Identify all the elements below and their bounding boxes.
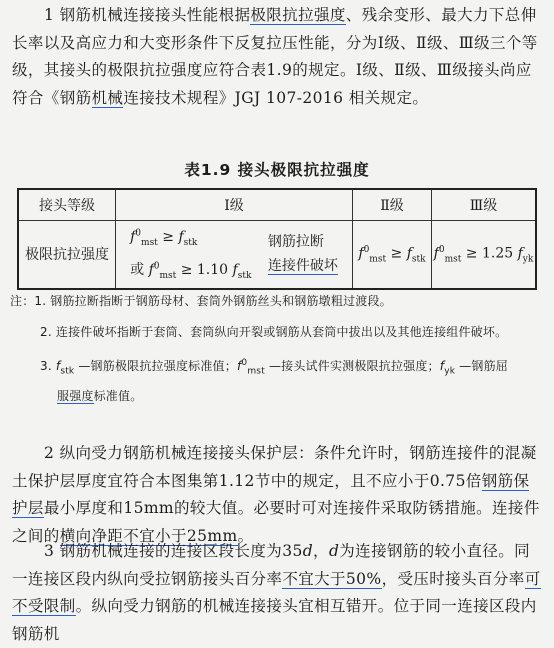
row-label: 极限抗拉强度 bbox=[18, 221, 116, 289]
failure-mode: 连接件破坏 bbox=[267, 258, 338, 275]
formula-line: $f^0_{mst} \ge f_{stk}$ bbox=[130, 228, 198, 248]
header-joint-grade: 接头等级 bbox=[18, 189, 116, 221]
formula-line: 或 $f^0_{mst} \ge 1.10$ $f_{stk}$ bbox=[130, 261, 252, 281]
text-run: ， bbox=[313, 542, 329, 560]
underlined-text: 钢筋保护层 bbox=[12, 471, 530, 517]
note-3-continuation: 服强度标准值。 bbox=[57, 389, 143, 404]
text-run: 2 纵向受力钢筋机械连接接头保护层：条件允许时，钢筋连接件的混凝土保护层厚度宜符合本图集第1.12节中的规定，且不应小于0.75倍 bbox=[12, 444, 537, 490]
text-run: ，受压时接头百分率 bbox=[381, 569, 525, 588]
header-grade-2: Ⅱ级 bbox=[353, 189, 432, 221]
underlined-text: 不宜大于50% bbox=[282, 569, 382, 588]
note-3: 3. $f_{stk}$ —钢筋极限抗拉强度标准值；$f^0_{mst}$ —接头试件实测极限抗拉强度；$f_{yk}$ —钢筋屈 服强度标准值。 bbox=[10, 355, 545, 405]
paragraph-connection-zone bbox=[12, 538, 542, 648]
table-title: 表1.9 接头极限抗拉强度 bbox=[184, 161, 370, 179]
strength-table bbox=[17, 188, 537, 290]
underlined-text: 机械 bbox=[91, 88, 124, 107]
note-1: 注：1. 钢筋拉断指断于钢筋母材、套筒外钢筋丝头和钢筋墩粗过渡段。 bbox=[10, 294, 392, 308]
header-grade-1: Ⅰ级 bbox=[116, 189, 353, 221]
text-run: 、残余变形、最大力下总伸长率以及高应力和大变形条件下反复拉压性能，分为Ⅰ级、Ⅱ级、Ⅲ级三个等级，其接头的极限抗拉强度应符合表1.9的规定。Ⅰ级、Ⅱ级、Ⅲ级接头尚应符合《钢筋 bbox=[12, 6, 538, 107]
grade-1-cell bbox=[116, 221, 353, 289]
text-run: 1 钢筋机械连接接头性能根据 bbox=[44, 6, 251, 24]
text-run: 。纵向受力钢筋的机械连接接头宜相互错开。位于同一连接区段内钢筋机 bbox=[12, 597, 537, 643]
grade-1-failure-modes bbox=[268, 230, 338, 278]
underlined-text: 横向净距不宜小于25mm bbox=[59, 526, 238, 545]
grade-3-cell: $f^0_{mst} \ge 1.25$ $f_{yk}$ bbox=[432, 221, 537, 289]
text-run: 。 bbox=[237, 526, 254, 545]
text-run: 为连接钢筋的较小直径。同一连接区段内纵向受拉钢筋接头百分率 bbox=[12, 542, 531, 588]
paragraph-protective-layer bbox=[12, 440, 542, 550]
paragraph-grade-performance bbox=[12, 2, 542, 112]
header-grade-3: Ⅲ级 bbox=[432, 189, 537, 221]
text-run: d bbox=[302, 542, 314, 560]
note-2: 2. 连接件破坏指断于套筒、套筒纵向开裂或钢筋从套筒中拔出以及其他连接组件破坏。 bbox=[40, 325, 508, 339]
grade-2-cell: $f^0_{mst} \ge f_{stk}$ bbox=[353, 221, 432, 289]
grade-1-formulas bbox=[130, 221, 251, 288]
underlined-text: 极限抗拉强度 bbox=[250, 6, 346, 24]
text-run: 连接技术规程》JGJ 107-2016 相关规定。 bbox=[123, 88, 429, 107]
failure-mode: 钢筋拉断 bbox=[267, 234, 324, 251]
underlined-text: 可不受限制 bbox=[12, 569, 541, 615]
text-run: 最小厚度和15mm的较大值。必要时可对连接件采取防锈措施。连接件之间的 bbox=[12, 499, 540, 545]
text-run: 3 钢筋机械连接的连接区段长度为35 bbox=[44, 542, 303, 560]
text-run: d bbox=[328, 542, 340, 560]
